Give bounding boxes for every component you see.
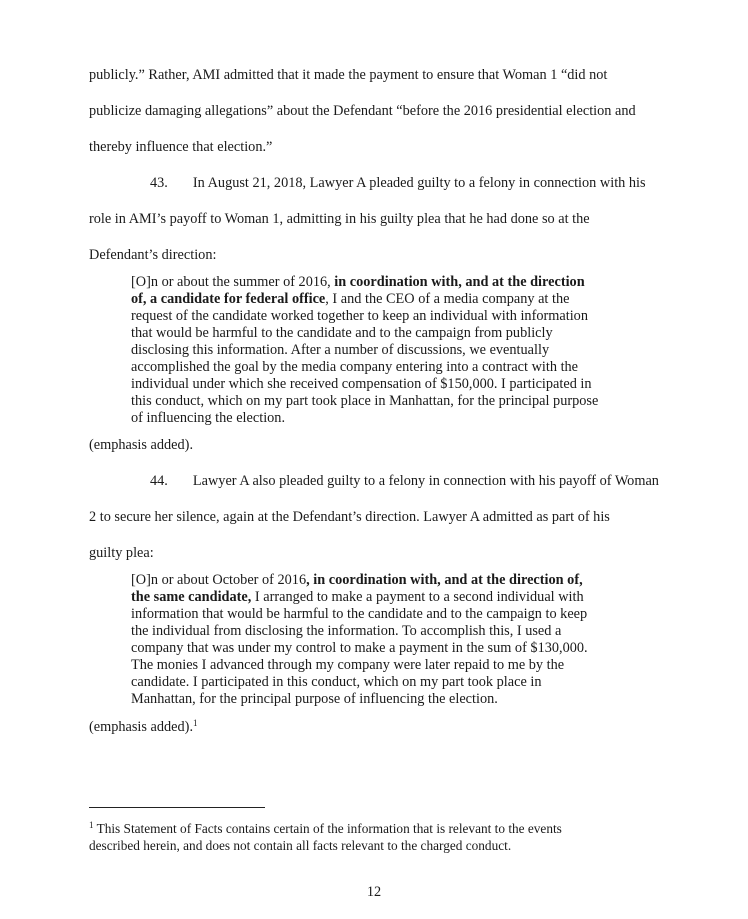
quote-line: candidate. I participated in this conduct, which on my part took place in [131, 674, 542, 690]
quote-line: company that was under my control to make a payment in the sum of $130,000. [131, 640, 588, 656]
paragraph-number: 44. [150, 473, 168, 489]
quote-line: that would be harmful to the candidate and to the campaign from publicly [131, 325, 553, 341]
paragraph-line: thereby influence that election.” [89, 139, 273, 155]
paragraph-text: Lawyer A also pleaded guilty to a felony in connection with his payoff of Woman [192, 473, 659, 489]
emphasis-note: (emphasis added). [89, 719, 194, 735]
paragraph-line: guilty plea: [89, 545, 154, 561]
footnote-reference[interactable]: 1 [193, 718, 198, 728]
quote-text: , I and the CEO of a media company at the [325, 291, 570, 307]
quote-line [131, 572, 631, 589]
quote-emphasis: in coordination with, and at the direction [334, 274, 585, 290]
footnote-marker: 1 [89, 820, 94, 830]
paragraph-text: In August 21, 2018, Lawyer A pleaded guilty to a felony in connection with his [192, 175, 646, 191]
footnote-divider [89, 807, 265, 808]
quote-line: information that would be harmful to the candidate and to the campaign to keep [131, 606, 588, 622]
page-number: 12 [366, 884, 382, 900]
paragraph-43-first-line [150, 174, 646, 192]
quote-line: The monies I advanced through my company were later repaid to me by the [131, 657, 565, 673]
quote-line: request of the candidate worked together to keep an individual with information [131, 308, 588, 324]
block-quote-2 [131, 572, 631, 708]
quote-line: of influencing the election. [131, 410, 286, 426]
emphasis-note: (emphasis added). [89, 437, 194, 453]
paragraph-number: 43. [150, 175, 168, 191]
footnote [89, 820, 562, 854]
footnote-text: This Statement of Facts contains certain of the information that is relevant to the events [96, 821, 562, 836]
quote-text: [O]n or about October of 2016 [131, 572, 307, 588]
quote-line: disclosing this information. After a number of discussions, we eventually [131, 342, 550, 358]
quote-line: the individual from disclosing the information. To accomplish this, I used a [131, 623, 562, 639]
paragraph-line: publicize damaging allegations” about the Defendant “before the 2016 presidential election and [89, 103, 636, 119]
emphasis-note-with-footnote [89, 718, 198, 736]
quote-text: I arranged to make a payment to a second individual with [251, 589, 584, 605]
quote-line: accomplished the goal by the media company entering into a contract with the [131, 359, 579, 375]
paragraph-44-first-line [150, 472, 659, 490]
paragraph-line: Defendant’s direction: [89, 247, 217, 263]
paragraph-line: 2 to secure her silence, again at the Defendant’s direction. Lawyer A admitted as part of his [89, 509, 610, 525]
footnote-line [89, 820, 562, 837]
quote-emphasis: , in coordination with, and at the direction of, [306, 572, 583, 588]
quote-emphasis: of, a candidate for federal office [131, 291, 326, 307]
quote-line [131, 291, 631, 308]
quote-line [131, 274, 631, 291]
footnote-line: described herein, and does not contain all facts relevant to the charged conduct. [89, 838, 512, 853]
quote-line: Manhattan, for the principal purpose of influencing the election. [131, 691, 498, 707]
quote-text: [O]n or about the summer of 2016, [131, 274, 335, 290]
quote-line [131, 589, 631, 606]
quote-line: individual under which she received compensation of $150,000. I participated in [131, 376, 592, 392]
paragraph-line: role in AMI’s payoff to Woman 1, admitting in his guilty plea that he had done so at the [89, 211, 590, 227]
block-quote-1 [131, 274, 631, 427]
paragraph-line: publicly.” Rather, AMI admitted that it made the payment to ensure that Woman 1 “did not [89, 67, 608, 83]
quote-line: this conduct, which on my part took place in Manhattan, for the principal purpose [131, 393, 599, 409]
quote-emphasis: the same candidate, [131, 589, 252, 605]
